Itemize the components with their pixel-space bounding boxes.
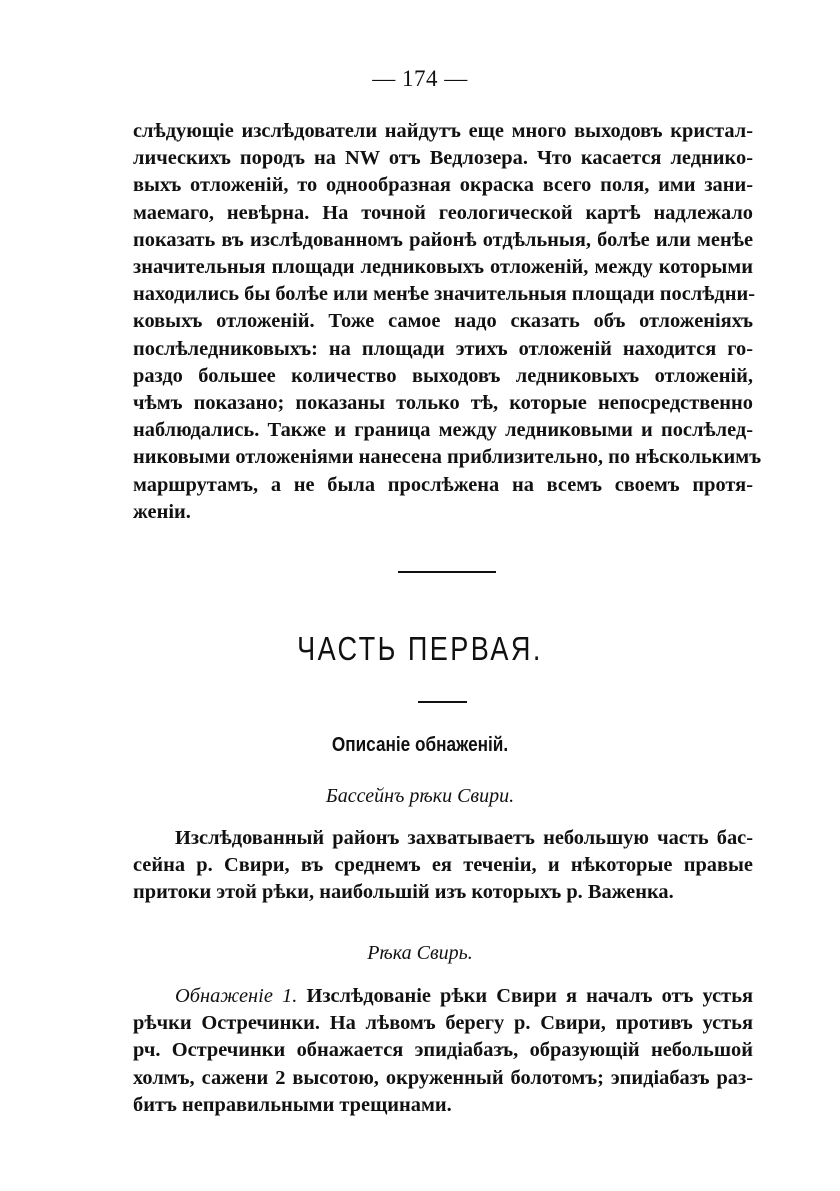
river-title: Рѣка Свирь. — [367, 942, 473, 964]
text-line: слѣдующіе изслѣдователи найдутъ еще много выходовъ кристал- — [133, 120, 753, 142]
text-line: Изслѣдованный районъ захватываетъ небольшую часть бас- — [175, 827, 753, 849]
text-line: выхъ отложеній, то однообразная окраска всего поля, ими зани- — [133, 174, 753, 197]
text-line: рѣчки Остречинки. На лѣвомъ берегу р. Свири, противъ устья — [133, 1012, 753, 1035]
title-underline — [418, 701, 467, 703]
text-line: рч. Остречинки обнажается эпидіабазъ, образующій небольшой — [133, 1039, 753, 1062]
text-line: чѣмъ показано; показаны только тѣ, которые непосредственно — [133, 392, 753, 415]
text-line — [133, 983, 753, 1010]
text-line: показать въ изслѣдованномъ районѣ отдѣльныя, болѣе или менѣе — [133, 228, 753, 251]
text-line: маемаго, невѣрна. На точной геологической картѣ надлежало — [133, 201, 753, 224]
text-line: раздо большее количество выходовъ ледниковыхъ отложеній, — [133, 364, 753, 387]
outcrop-label: Обнаженіе 1. — [175, 985, 298, 1007]
text-line: наблюдались. Также и граница между ледниковыми и послѣлед- — [133, 419, 753, 442]
text-line: ковыхъ отложеній. Тоже самое надо сказать объ отложеніяхъ — [133, 310, 753, 333]
outcrop-paragraph — [133, 983, 753, 1119]
outcrop-first-line-text: Изслѣдованіе рѣки Свири я началъ отъ устья — [306, 985, 754, 1007]
section-divider — [398, 571, 496, 573]
text-line: притоки этой рѣки, наибольшій изъ которыхъ р. Важенка. — [133, 881, 674, 904]
text-line: послѣледниковыхъ: на площади этихъ отложеній находится го- — [133, 337, 753, 360]
intro-paragraph — [133, 118, 762, 526]
text-line: лическихъ породъ на NW отъ Ведлозера. Что касается леднико- — [133, 147, 753, 170]
text-line: никовыми отложеніями нанесена приблизительно, по нѣсколькимъ — [133, 446, 762, 469]
basin-paragraph — [133, 825, 753, 907]
part-title: ЧАСТЬ ПЕРВАЯ. — [297, 630, 543, 667]
text-line: маршрутамъ, а не была прослѣжена на всемъ своемъ протя- — [133, 473, 753, 496]
basin-title: Бассейнъ рѣки Свири. — [325, 785, 515, 807]
text-line: значительныя площади ледниковыхъ отложеній, между которыми — [133, 256, 753, 279]
text-line: холмъ, сажени 2 высотою, окруженный болотомъ; эпидіабазъ раз- — [133, 1066, 753, 1089]
text-line: женіи. — [133, 500, 191, 523]
text-line: битъ неправильными трещинами. — [133, 1093, 452, 1116]
text-line: находились бы болѣе или менѣе значительныя площади послѣдни- — [133, 283, 756, 306]
section-title: Описаніе обнаженій. — [331, 734, 509, 756]
text-line: сейна р. Свири, въ среднемъ ея теченіи, и нѣкоторые правые — [133, 854, 753, 877]
page-number: — 174 — — [372, 66, 468, 91]
